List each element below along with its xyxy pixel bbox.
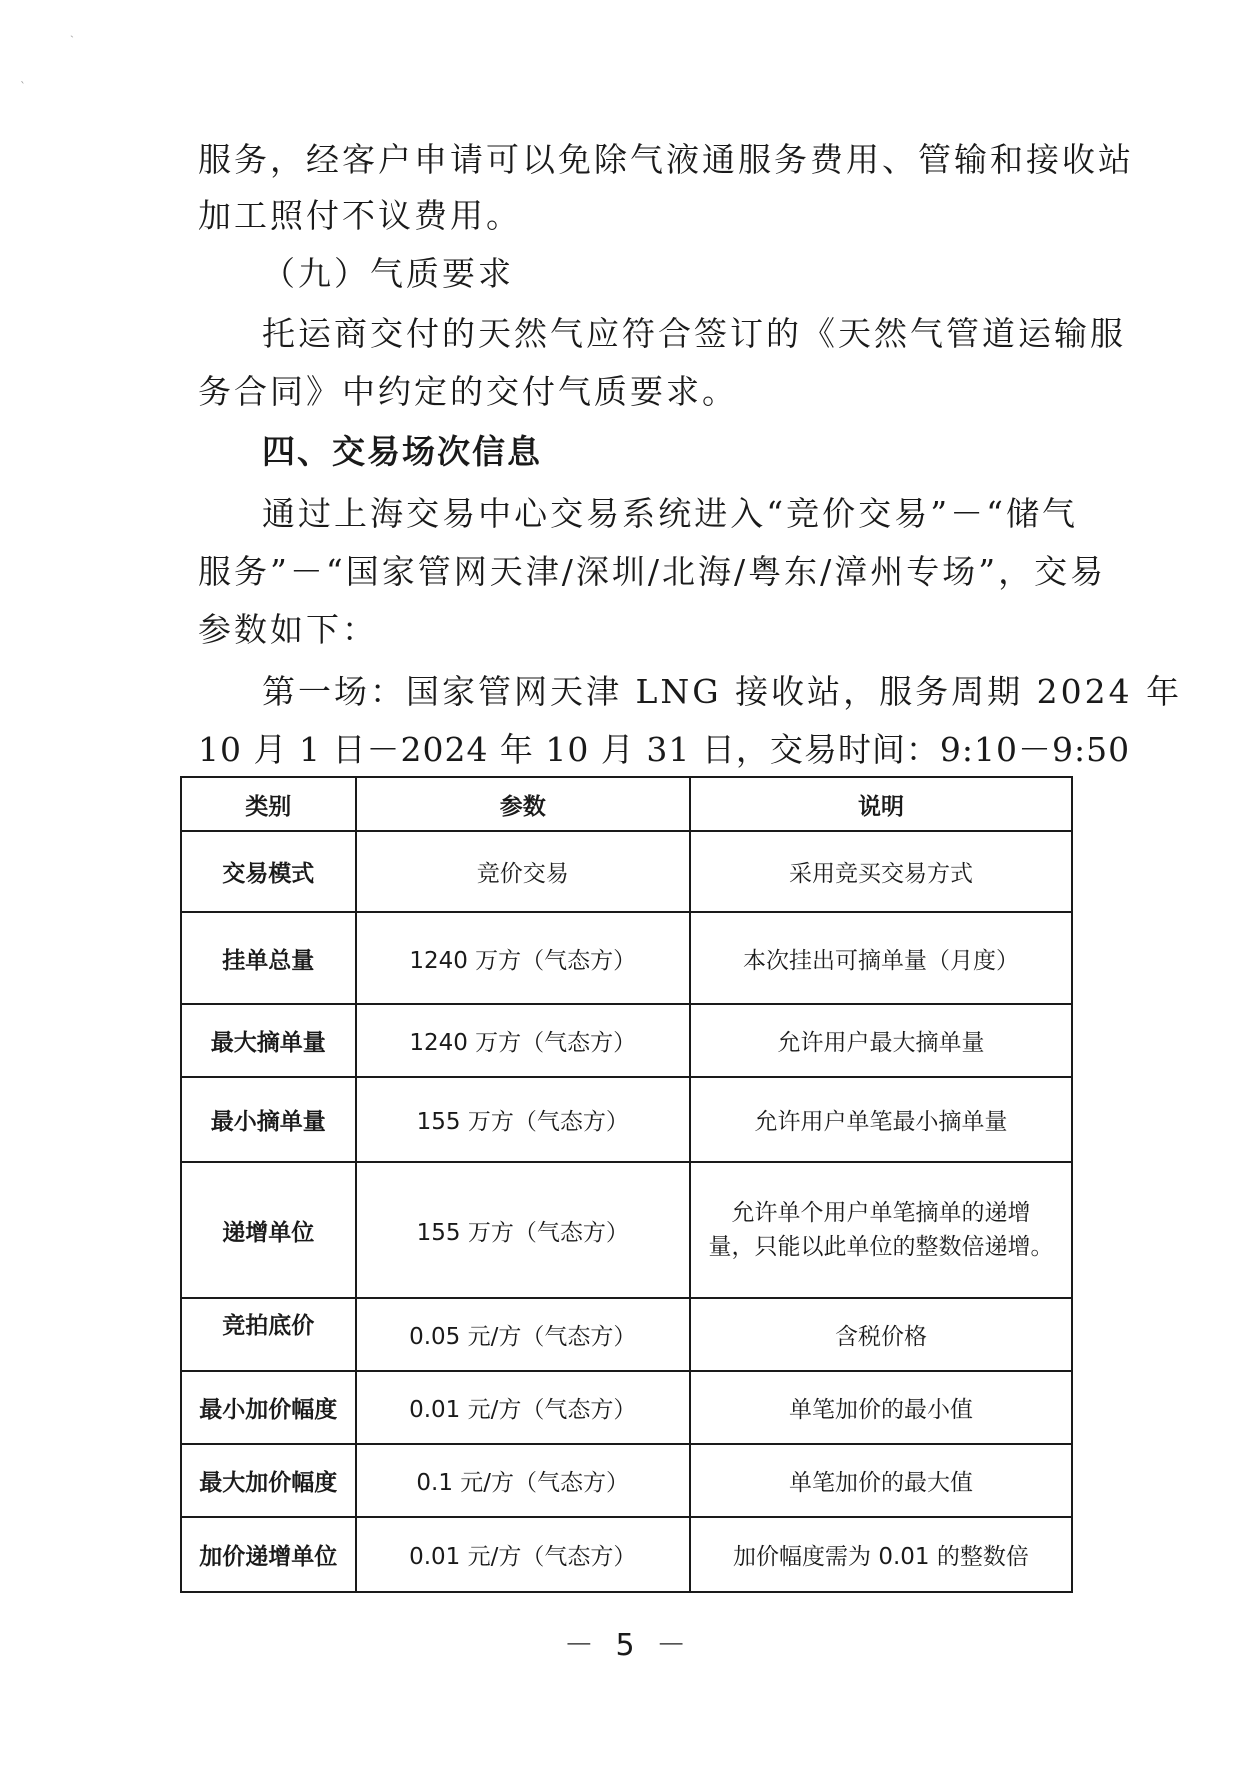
description-line: 量，只能以此单位的整数倍递增。	[708, 1234, 1054, 1260]
row-description: 含税价格	[690, 1298, 1072, 1371]
row-category: 加价递增单位	[181, 1517, 356, 1592]
row-category: 竞拍底价	[181, 1298, 356, 1371]
table-row	[181, 912, 1072, 1004]
row-category: 最大加价幅度	[181, 1444, 356, 1517]
row-description: 允许用户单笔最小摘单量	[690, 1077, 1072, 1162]
row-description: 允许用户最大摘单量	[690, 1004, 1072, 1077]
paragraph-line: 第一场：国家管网天津 LNG 接收站，服务周期 2024 年	[262, 672, 1183, 711]
row-description	[690, 1162, 1072, 1298]
row-category: 交易模式	[181, 831, 356, 912]
header-category: 类别	[181, 777, 356, 831]
header-description: 说明	[690, 777, 1072, 831]
row-parameter: 0.05 元/方（气态方）	[356, 1298, 690, 1371]
row-category: 挂单总量	[181, 912, 356, 1004]
table-row	[181, 1298, 1072, 1371]
row-parameter: 竞价交易	[356, 831, 690, 912]
row-category: 递增单位	[181, 1162, 356, 1298]
table-row	[181, 1162, 1072, 1298]
paragraph-line: 托运商交付的天然气应符合签订的《天然气管道运输服	[262, 314, 1126, 353]
paragraph-line: 务合同》中约定的交付气质要求。	[198, 372, 738, 411]
row-category: 最大摘单量	[181, 1004, 356, 1077]
table-row	[181, 831, 1072, 912]
scan-speck: ˎ	[70, 24, 74, 38]
table-row	[181, 1517, 1072, 1592]
table-row	[181, 1444, 1072, 1517]
row-category: 最小加价幅度	[181, 1371, 356, 1444]
row-description: 单笔加价的最小值	[690, 1371, 1072, 1444]
row-parameter: 0.01 元/方（气态方）	[356, 1517, 690, 1592]
row-description: 本次挂出可摘单量（月度）	[690, 912, 1072, 1004]
row-description: 采用竞买交易方式	[690, 831, 1072, 912]
row-parameter: 0.1 元/方（气态方）	[356, 1444, 690, 1517]
row-parameter: 1240 万方（气态方）	[356, 912, 690, 1004]
paragraph-line: 服务”－“国家管网天津/深圳/北海/粤东/漳州专场”，交易	[198, 552, 1107, 591]
scan-speck: ˋ	[20, 80, 26, 94]
section-4-title: 四、交易场次信息	[262, 432, 542, 471]
table-row	[181, 1371, 1072, 1444]
table-row	[181, 1004, 1072, 1077]
row-parameter: 155 万方（气态方）	[356, 1077, 690, 1162]
paragraph-line: 加工照付不议费用。	[198, 196, 522, 235]
row-parameter: 0.01 元/方（气态方）	[356, 1371, 690, 1444]
section-9-title: （九）气质要求	[262, 254, 514, 293]
paragraph-line: 服务，经客户申请可以免除气液通服务费用、管输和接收站	[198, 140, 1134, 179]
row-parameter: 1240 万方（气态方）	[356, 1004, 690, 1077]
table-row	[181, 1077, 1072, 1162]
trading-parameters-table	[180, 776, 1073, 1593]
paragraph-line: 参数如下：	[198, 610, 378, 649]
page-number: － 5 －	[563, 1628, 693, 1663]
row-category: 最小摘单量	[181, 1077, 356, 1162]
row-description: 单笔加价的最大值	[690, 1444, 1072, 1517]
row-description: 加价幅度需为 0.01 的整数倍	[690, 1517, 1072, 1592]
paragraph-line: 通过上海交易中心交易系统进入“竞价交易”－“储气	[262, 494, 1078, 533]
table-header-row	[181, 777, 1072, 831]
description-line: 允许单个用户单笔摘单的递增	[731, 1200, 1031, 1226]
row-parameter: 155 万方（气态方）	[356, 1162, 690, 1298]
header-parameter: 参数	[356, 777, 690, 831]
paragraph-line: 10 月 1 日－2024 年 10 月 31 日，交易时间：9:10－9:50	[198, 730, 1131, 769]
